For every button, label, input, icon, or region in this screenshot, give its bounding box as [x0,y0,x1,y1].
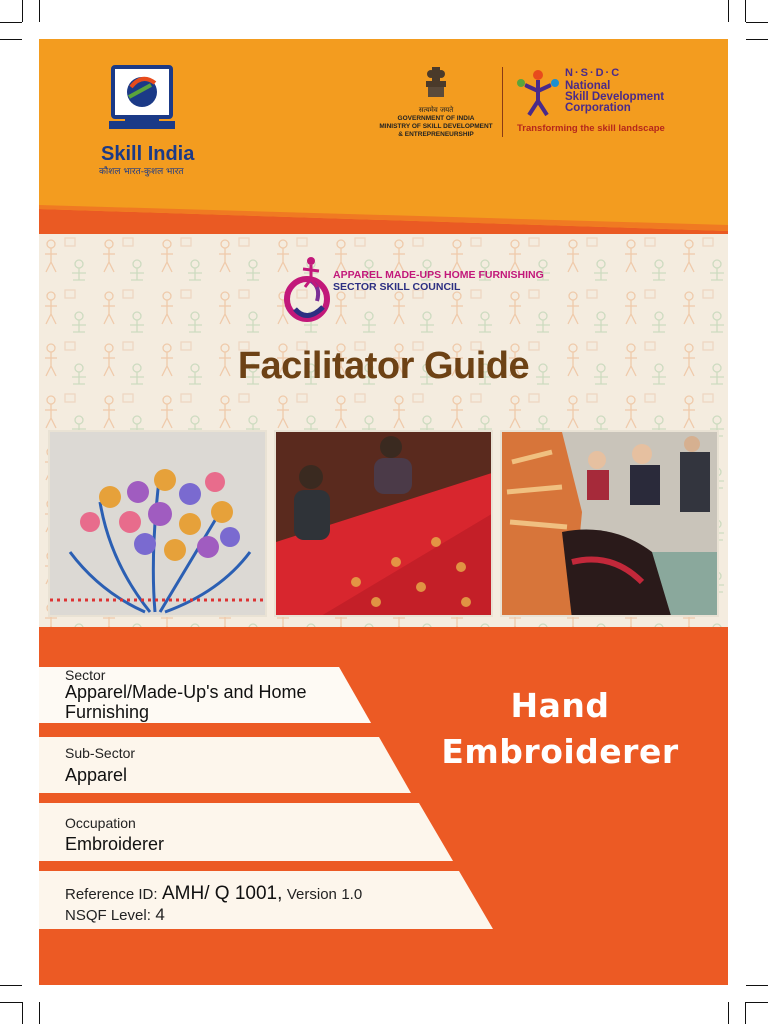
women-illustration [502,432,719,617]
sector-label: Sector [65,667,106,683]
nsdc-abbreviation: N·S·D·C [565,67,622,79]
embroidery-workers-photo [274,430,493,617]
qualification-title-line-2: Embroiderer [441,732,679,771]
women-embroidering-photo [500,430,719,617]
nsdc-name-line-2: Skill Development [565,91,665,103]
occupation-value: Embroiderer [65,834,165,854]
nsdc-figures-icon [513,67,563,121]
sub-sector-value: Apparel [65,765,128,785]
occupation-field [39,803,459,863]
ssc-name-line-1: APPAREL MADE-UPS HOME FURNISHING [333,269,544,281]
crop-mark [728,1002,729,1024]
crop-mark [0,985,22,986]
nsdc-name-line-3: Corporation [565,102,631,114]
government-line-1: GOVERNMENT OF INDIA [397,115,475,122]
government-of-india-block [371,65,501,139]
ssc-name-line-2: SECTOR SKILL COUNCIL [333,281,461,293]
version-label: Version [286,886,337,903]
ssc-emblem-icon [281,253,331,325]
nsqf-line [65,905,165,925]
bouquet-illustration [50,432,267,617]
sub-sector-label: Sub-Sector [65,745,136,761]
sub-sector-field [39,737,419,795]
occupation-label: Occupation [65,815,136,831]
reference-label: Reference ID: [65,886,158,903]
crop-mark [0,22,22,23]
crop-mark [0,1002,22,1003]
national-emblem-icon [422,65,450,101]
crop-mark [0,39,22,40]
crop-mark [728,0,729,22]
crop-mark [746,22,768,23]
government-line-2: MINISTRY OF SKILL DEVELOPMENT [379,123,493,130]
reference-line [65,883,362,905]
emblem-motto: सत्यमेव जयते [418,106,454,114]
logo-divider [502,67,503,137]
nsqf-value: 4 [155,905,165,924]
sector-field [39,667,379,725]
sector-skill-council-logo [273,247,544,327]
document-title: Facilitator Guide [237,345,530,387]
occupation-banner-shape [39,803,459,863]
crop-mark [745,1002,746,1024]
nsqf-label: NSQF Level: [65,907,151,924]
qualification-title [395,683,725,775]
crop-mark [746,985,768,986]
skill-india-tagline: कौशल भारत-कुशल भारत [99,167,184,177]
sector-value-line-1: Apparel/Made-Up's and Home [65,682,307,702]
qualification-title-line-1: Hand [510,686,610,725]
nsdc-name-line-1: National [565,80,611,92]
crop-mark [746,1002,768,1003]
nsdc-logo [513,67,713,147]
crop-mark [39,0,40,22]
government-line-3: & ENTREPRENEURSHIP [398,131,474,138]
embroidery-bouquet-photo [48,430,267,617]
skill-india-name: Skill India [101,143,195,165]
crop-mark [745,0,746,22]
nsdc-name [565,81,664,114]
nsdc-tagline: Transforming the skill landscape [517,123,665,134]
course-details-panel [39,627,728,985]
reference-value: AMH/ Q 1001, [162,883,283,904]
cover-page [39,39,728,985]
version-value: 1.0 [341,886,363,903]
sector-value-line-2: Furnishing [65,702,150,722]
crop-mark [22,1002,23,1024]
workers-illustration [276,432,493,617]
crop-mark [22,0,23,22]
reference-field [39,871,499,931]
crop-mark [39,1002,40,1024]
crop-mark [746,39,768,40]
